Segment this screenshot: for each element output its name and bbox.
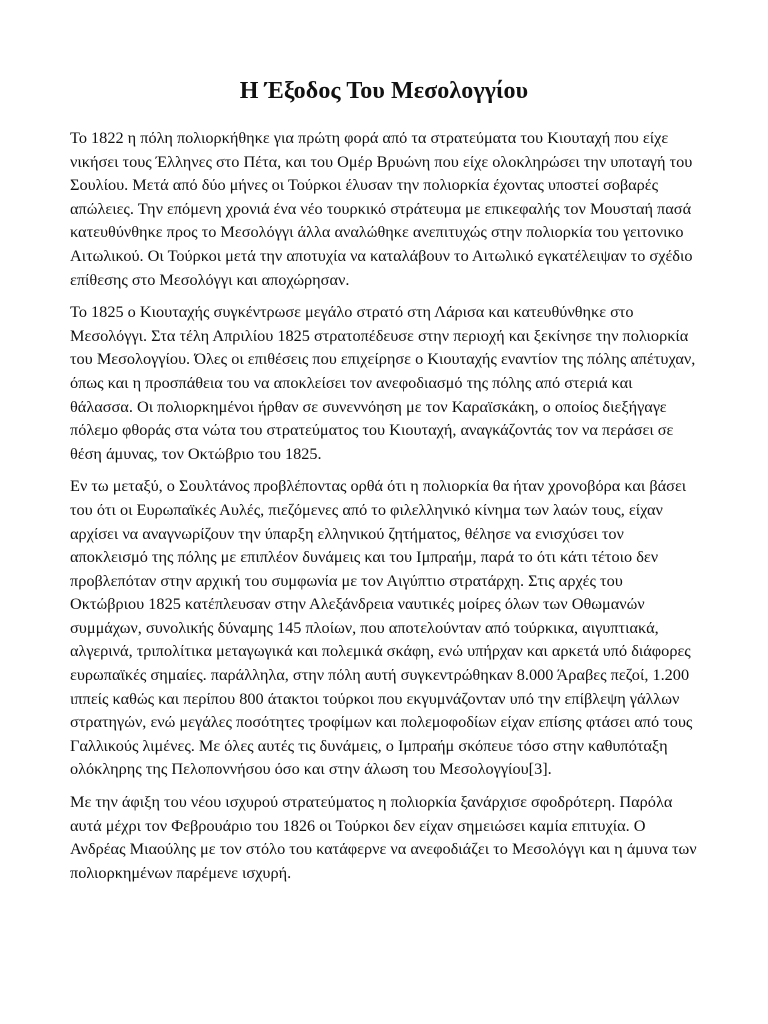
paragraph-2: Το 1825 ο Κιουταχής συγκέντρωσε μεγάλο στρατό στη Λάρισα και κατευθύνθηκε στο Μεσολόγγι. Στα τέλη Απριλίου 1825 στρατοπέδευσε στην περιοχή και ξεκίνησε την πολιορκία του Μεσολογγίου. Όλες οι επιθέσεις που επιχείρησε ο Κιουταχής εναντίον της πόλης απέτυχαν, όπως και η προσπάθεια του να αποκλείσει τον ανεφοδιασμό της πόλης από στεριά και θάλασσα. Οι πολιορκημένοι ήρθαν σε συνεννόηση με τον Καραϊσκάκη, ο οποίος διεξήγαγε πόλεμο φθοράς στα νώτα του στρατεύματος του Κιουταχή, αναγκάζοντάς τον να περάσει σε θέση άμυνας, τον Οκτώβριο του 1825. [70, 302, 696, 463]
paragraph-4: Με την άφιξη του νέου ισχυρού στρατεύματος η πολιορκία ξανάρχισε σφοδρότερη. Παρόλα αυτά μέχρι τον Φεβρουάριο του 1826 οι Τούρκοι δεν είχαν σημειώσει καμία επιτυχία. Ο Ανδρέας Μιαούλης με τον στόλο του κατάφερνε να ανεφοδιάζει το Μεσολόγγι και η άμυνα των πολιορκημένων παρέμενε ισχυρή. [70, 792, 697, 882]
paragraph-3: Εν τω μεταξύ, ο Σουλτάνος προβλέποντας ορθά ότι η πολιορκία θα ήταν χρονοβόρα και βάσει του ότι οι Ευρωπαϊκές Αυλές, πιεζόμενες από το φιλελληνικό κίνημα των λαών τους, είχαν αρχίσει να αναγνωρίζουν την ύπαρξη ελληνικού ζητήματος, θέλησε να ενισχύσει τον αποκλεισμό της πόλης με επιπλέον δυνάμεις και του Ιμπραήμ, παρά το ότι κάτι τέτοιο δεν προβλεπόταν στην αρχική του συμφωνία με τον Αιγύπτιο στρατάρχη. Στις αρχές του Οκτώβριου 1825 κατέπλευσαν στην Αλεξάνδρεια ναυτικές μοίρες όλων των Οθωμανών συμμάχων, συνολικής δύναμης 145 πλοίων, που αποτελούνταν από τούρκικα, αιγυπτιακά, αλγερινά, τριπολίτικα μεταγωγικά και πολεμικά σκάφη, ενώ υπήρχαν και αρκετά υπό διάφορες ευρωπαϊκές σημαίες. παράλληλα, στην πόλη αυτή συγκεντρώθηκαν 8.000 Άραβες πεζοί, 1.200 ιππείς καθώς και περίπου 800 άτακτοι τούρκοι που εκγυμνάζονταν υπό την επίβλεψη γάλλων στρατηγών, ενώ μεγάλες ποσότητες τροφίμων και πολεμοφοδίων είχαν επίσης φτάσει από τους Γαλλικούς λιμένες. Με όλες αυτές τις δυνάμεις, ο Ιμπραήμ σκόπευε τόσο στην καθυπόταξη ολόκληρης της Πελοποννήσου όσο και στην άλωση του Μεσολογγίου[3]. [70, 476, 693, 779]
document-body [70, 76, 698, 893]
document-title: Η Έξοδος Του Μεσολογγίου [239, 78, 529, 104]
paragraph-1: Το 1822 η πόλη πολιορκήθηκε για πρώτη φορά από τα στρατεύματα του Κιουταχή που είχε νικήσει τους Έλληνες στο Πέτα, και του Ομέρ Βρυώνη που είχε ολοκληρώσει την υποταγή του Σουλίου. Μετά από δύο μήνες οι Τούρκοι έλυσαν την πολιορκία έχοντας υποστεί σοβαρές απώλειες. Την επόμενη χρονιά ένα νέο τουρκικό στράτευμα με επικεφαλής τον Μουσταή πασά κατευθύνθηκε προς το Μεσολόγγι άλλα αναλώθηκε ανεπιτυχώς στην πολιορκία του γειτονικο Αιτωλικού. Οι Τούρκοι μετά την αποτυχία να καταλάβουν το Αιτωλικό εγκατέλειψαν το σχέδιο επίθεσης στο Μεσολόγγι και αποχώρησαν. [70, 128, 693, 289]
